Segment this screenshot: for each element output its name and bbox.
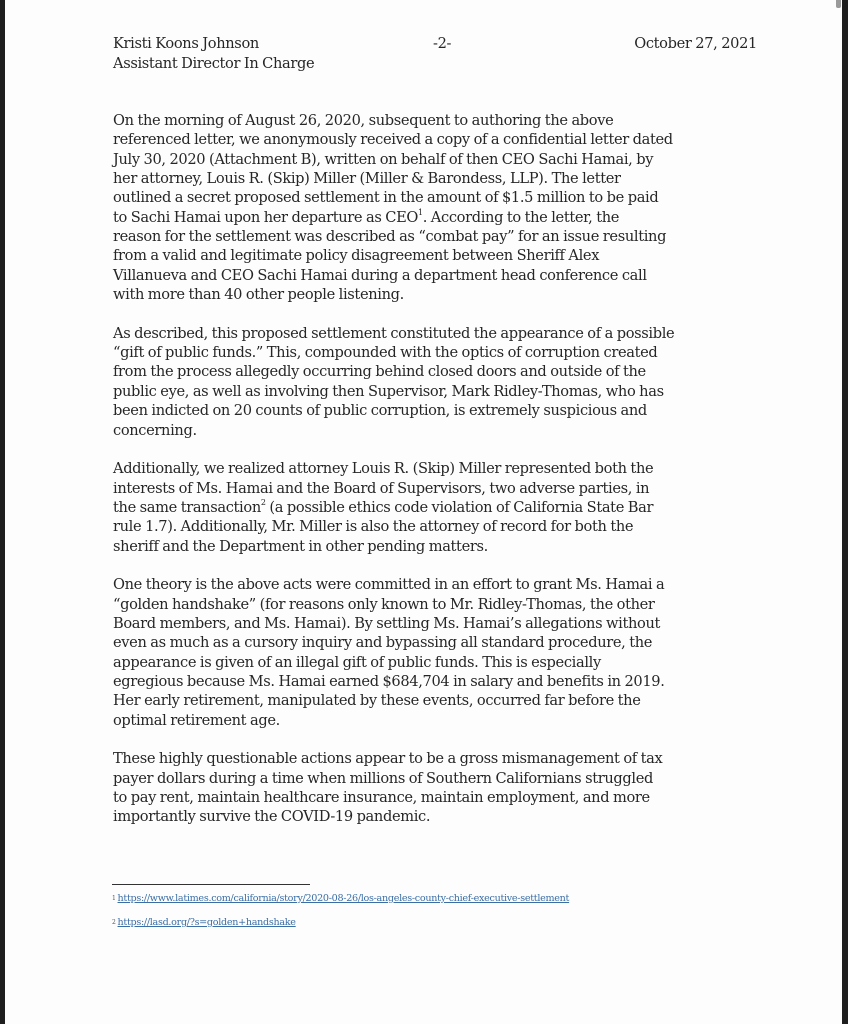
recipient-name: Kristi Koons Johnson	[113, 35, 259, 52]
paragraph-settlement: On the morning of August 26, 2020, subsequent to authoring the above referenced letter, we anonymously received a copy of a confidential letter dated July 30, 2020 (Attachment B), written on behalf of then CEO Sachi Hamai, by her attorney, Louis R. (Skip) Miller (Miller & Barondess, LLP). The letter outlined a secret proposed settlement in the amount of $1.5 million to be paid to Sachi Hamai upon her departure as CEO$^1$. According to the letter, the reason for the settlement was described as “combat pay” for an issue resulting from a valid and legitimate policy disagreement between Sheriff Alex Villanueva and CEO Sachi Hamai during a department head conference call with more than 40 other people listening.	[113, 112, 673, 304]
paragraph-mismanagement: These highly questionable actions appear to be a gross mismanagement of tax payer dollars during a time when millions of Southern Californians struggled to pay rent, maintain healthcare insurance, maintain employment, and more importantly survive the COVID-19 pandemic.	[113, 750, 663, 826]
footnote-divider	[112, 884, 310, 885]
scrollbar-thumb[interactable]	[836, 0, 841, 8]
paragraph-gift-of-public-funds: As described, this proposed settlement constituted the appearance of a possible “gift of public funds.” This, compounded with the optics of corruption created from the process allegedly occurring behind closed doors and outside of the public eye, as well as involving then Supervisor, Mark Ridley-Thomas, who has been indicted on 20 counts of public corruption, is extremely suspicious and concerning.	[113, 324, 675, 439]
paragraph-conflict-of-interest: Additionally, we realized attorney Louis R. (Skip) Miller represented both the interests of Ms. Hamai and the Board of Supervisors, two adverse parties, in the same transaction$^2$ (a possible ethics code violation of California State Bar rule 1.7). Additionally, Mr. Miller is also the attorney of record for both the sheriff and the Department in other pending matters.	[113, 460, 654, 555]
footnote-ref-1[interactable]: 1	[417, 207, 423, 217]
footnote-1	[112, 892, 569, 916]
footnote-mark: 1	[112, 895, 116, 902]
document-page	[5, 0, 842, 1024]
footnotes	[112, 892, 569, 940]
footnote-link-lasd[interactable]: https://lasd.org/?s=golden+handshake	[117, 917, 296, 928]
letter-date: October 27, 2021	[634, 35, 757, 52]
footnote-mark: 2	[112, 919, 116, 926]
footnote-link-latimes[interactable]: https://www.latimes.com/california/story/2020-08-26/los-angeles-county-chief-executive-settlement	[117, 893, 570, 904]
footnote-2	[112, 916, 569, 940]
footnote-ref-2[interactable]: 2	[260, 498, 266, 508]
letter-body	[113, 111, 759, 846]
paragraph-golden-handshake: One theory is the above acts were committed in an effort to grant Ms. Hamai a “golden handshake” (for reasons only known to Mr. Ridley-Thomas, the other Board members, and Ms. Hamai). By settling Ms. Hamai’s allegations without even as much as a cursory inquiry and bypassing all standard procedure, the appearance is given of an illegal gift of public funds. This is especially egregious because Ms. Hamai earned $684,704 in salary and benefits in 2019. Her early retirement, manipulated by these events, occurred far before the optimal retirement age.	[113, 576, 665, 729]
page-number: -2-	[433, 35, 452, 52]
letter-header	[113, 34, 757, 74]
recipient-title: Assistant Director In Charge	[113, 55, 315, 72]
